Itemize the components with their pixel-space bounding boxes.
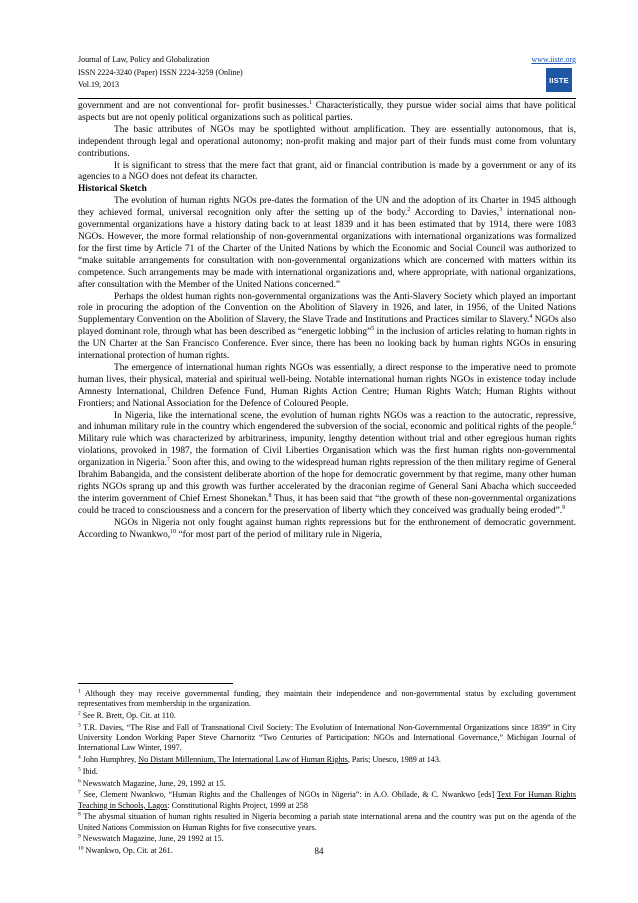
footnotes (78, 689, 576, 858)
footnote-number: 2 (78, 710, 81, 717)
volume-line: Vol.19, 2013 (78, 80, 119, 89)
footnote-number: 8 (78, 811, 81, 818)
paragraph: NGOs in Nigeria not only fought against human rights repressions but for the enthronement of democratic government. According to Nwankwo,$^{10}$ “for most part of the period of military rule in Nigeria, (78, 517, 576, 540)
footnote: $^6$ Newswatch Magazine, June, 29, 1992 at 15. (78, 778, 226, 788)
footnote-number: 1 (78, 688, 81, 695)
footnote: $^9$ Newswatch Magazine, June, 29 1992 at 15. (78, 833, 224, 844)
paragraph: The emergence of international human rights NGOs was essentially, a direct response to the imperative need to promote human lives, their physical, material and spiritual well-being. Notable international human rights NGOs in existence today include Amnesty International, Children Defence Fund, Human Rights Action Centre; Human Rights Watch; Human Rights without Frontiers; and National Association for the Defence of Coloured People. (78, 362, 576, 409)
footnote: $^8$ The abysmal situation of human rights resulted in Nigeria becoming a pariah state international arena and the country was put on the agenda of the United Nations Commission on Human Rights for five consecutive years. (78, 811, 576, 832)
footnote-divider (78, 683, 233, 684)
footnote-ref[interactable]: 4 (529, 314, 533, 321)
footnote-ref[interactable]: 1 (309, 100, 313, 106)
paragraph: In Nigeria, like the international scene, the evolution of human rights NGOs was a reaction to the autocratic, repressive, and inhuman military rule in the country which engendered the subversion of the social, economic and political rights of the people.$^6$ Military rule which was characterized by arbitrariness, impunity, lengthy detention without trial and other egregious human rights violations, provoked in 1987, the formation of Civil Liberties Organisation which was the first human rights non-governmental organization in Nigeria.$^7$ Soon after this, and owing to the widespread human rights repression of the then military regime of General Ibrahim Babangida, and the consistent deliberate abortion of the hope for democratic government by that regime, many other human rights NGOs sprang up and this growth was further accelerated by the draconian regime of General Sani Abacha which succeeded the interim government of Chief Ernest Shonekan.$^8$ Thus, it has been said that “the growth of these non-governmental organizations could be traced to consciousness and a concern for the preservation of liberty which they conceived was gradually being eroded”.$^9$ (78, 410, 576, 516)
running-header (78, 54, 576, 92)
footnote-number: 9 (78, 833, 81, 840)
article-body (78, 101, 576, 542)
section-heading: Historical Sketch (78, 184, 147, 195)
paragraph: Perhaps the oldest human rights non-governmental organizations was the Anti-Slavery Society which played an important role in procuring the adoption of the Convention on the Abolition of Slavery in 1926, and later, in 1956, of the United Nations Supplementary Convention on the Abolition of Slavery, the Slave Trade and Institutions and Practices similar to Slavery.$^4$ NGOs also played dominant role, through what has been described as “energetic lobbing”$^5$ in the inclusion of articles relating to human rights in the UN Charter at the San Francisco Conference. Ever since, there has been no looking back by human rights NGOs in ensuring international protection of human rights. (78, 291, 576, 362)
footnote-ref[interactable]: 9 (562, 504, 566, 511)
footnote: $^3$ T.R. Davies, “The Rise and Fall of Transnational Civil Society: The Evolution of International Non-Governmental Organizations since 1839” in City University London Working Paper Steve Charnoritz “Two Centuries of Participation: NGOs and International Governance,” Michigan Journal of International Law Winter, 1997. (78, 722, 576, 753)
footnote: $^7$ See, Clement Nwankwo, “Human Rights and the Challenges of NGOs in Nigeria”: in A.O. Obilade, & C. Nwankwo [eds] Text For Human Rights Teaching in Schools, Lagos: Constitutional Rights Project, 1999 at 258 (78, 789, 576, 810)
page-number: 84 (314, 846, 324, 856)
paragraph: The evolution of human rights NGOs pre-dates the formation of the UN and the adoption of its Charter in 1945 although they achieved formal, universal recognition only after the setting up of the body.$^2$ According to Davies,$^3$ international non-governmental organizations have a history dating back to at least 1839 and it has been estimated that by 1914, there were 1083 NGOs. However, the more formal relationship of non-governmental organizations with international organizations was formalized for the first time by Article 71 of the Charter of the United Nations by which the Economic and Social Council was authorized to “make suitable arrangements for consultation with non-governmental organizations which are concerned with matters within its competence. Such arrangements may be made with international organizations and, where appropriate, with national organizations, after consultation with the Member of the United Nations concerned.” (78, 196, 576, 290)
paragraph: It is significant to stress that the mere fact that grant, aid or financial contribution is made by a government or any of its agencies to a NGO does not defeat its character. (78, 160, 576, 183)
footnote: $^{10}$ Nwankwo, Op. Cit. at 261. (78, 845, 173, 856)
issn-line: ISSN 2224-3240 (Paper) ISSN 2224-3259 (Online) (78, 67, 243, 77)
header-divider (78, 98, 576, 99)
footnote-ref[interactable]: 10 (170, 528, 177, 535)
footnote-ref[interactable]: 3 (499, 207, 503, 214)
footnote-number: 10 (78, 845, 84, 852)
paragraph: The basic attributes of NGOs may be spotlighted without amplification. They are essentially autonomous, that is, independent through legal and operational autonomy; non-profit making and major part of their funds must come from voluntary contributions. (78, 124, 576, 159)
footnote: $^2$ See R. Brett, Op. Cit. at 110. (78, 710, 176, 720)
footnote-number: 5 (78, 766, 81, 773)
paragraph: government and are not conventional for- profit businesses.$^1$ Characteristically, they pursue wider social aims that have political aspects but are not openly political organizations such as political parties. (78, 100, 576, 123)
book-title: No Distant Millennium, The International Law of Human Rights (138, 755, 348, 764)
footnote-ref[interactable]: 2 (407, 207, 411, 214)
footnote-ref[interactable]: 7 (166, 457, 170, 464)
journal-url-link[interactable]: www.iiste.org (531, 55, 576, 64)
logo-text: IISTE (549, 75, 569, 85)
footnote: $^4$ John Humphrey, No Distant Millennium, The International Law of Human Rights, Paris; Unesco, 1989 at 143. (78, 754, 441, 764)
footnote-number: 4 (78, 754, 81, 761)
book-title: Text For Human Rights Teaching in Schools, Lagos (78, 790, 576, 810)
footnote-number: 6 (78, 778, 81, 785)
journal-title: Journal of Law, Policy and Globalization (78, 55, 210, 64)
footnote: $^5$ Ibid. (78, 766, 98, 776)
footnote-ref[interactable]: 8 (268, 492, 272, 499)
footnote-number: 3 (78, 722, 81, 729)
footnote: $^1$ Although they may receive governmental funding, they maintain their independence and non-governmental status by excluding government representatives from membership in the organization. (78, 688, 576, 709)
footnote-number: 7 (78, 789, 81, 796)
iiste-logo (546, 68, 572, 92)
footnote-ref[interactable]: 6 (573, 421, 576, 428)
footnote-ref[interactable]: 5 (371, 326, 375, 333)
